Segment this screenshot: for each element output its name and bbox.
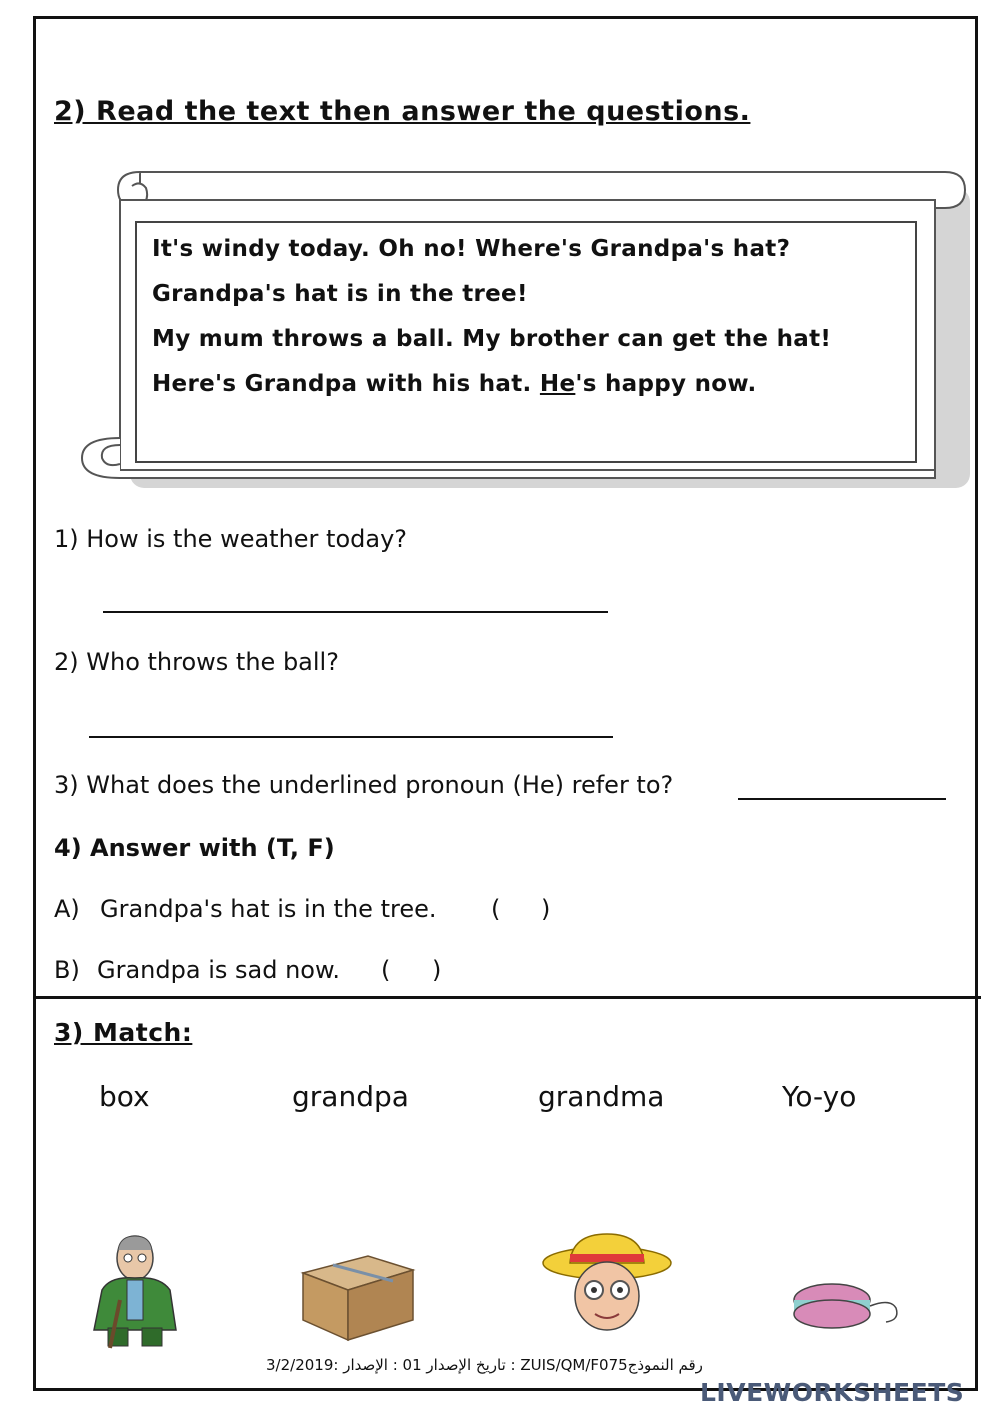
match-word-grandma[interactable]: grandma bbox=[538, 1080, 665, 1113]
statement-a-paren-open: ( bbox=[491, 895, 501, 923]
question-3: 3) What does the underlined pronoun (He) refer to? bbox=[54, 771, 674, 799]
story-line-1: It's windy today. Oh no! Where's Grandpa's hat? bbox=[152, 236, 791, 262]
section-heading-read: 2) Read the text then answer the questions. bbox=[54, 96, 751, 127]
answer-line-2[interactable] bbox=[89, 736, 613, 738]
question-4-heading: 4) Answer with (T, F) bbox=[54, 834, 335, 862]
story-line-3: My mum throws a ball. My brother can get the hat! bbox=[152, 326, 832, 352]
yoyo-picture[interactable] bbox=[790, 1278, 905, 1338]
statement-a-paren-close: ) bbox=[541, 895, 551, 923]
story-line-4-pre: Here's Grandpa with his hat. bbox=[152, 371, 540, 397]
answer-line-1[interactable] bbox=[103, 611, 608, 613]
grandma-picture[interactable] bbox=[540, 1228, 675, 1338]
section-divider bbox=[33, 996, 981, 999]
story-line-4-post: 's happy now. bbox=[575, 371, 757, 397]
story-line-2: Grandpa's hat is in the tree! bbox=[152, 281, 528, 307]
statement-a-label: A) bbox=[54, 895, 80, 923]
match-word-yoyo[interactable]: Yo-yo bbox=[782, 1080, 857, 1113]
box-picture[interactable] bbox=[298, 1248, 418, 1343]
match-word-grandpa[interactable]: grandpa bbox=[292, 1080, 409, 1113]
liveworksheets-watermark: LIVEWORKSHEETS bbox=[700, 1378, 965, 1407]
form-footer: 3/2/2019: تاريخ الإصدار 01 : الإصدار : ZUIS/QM/F075رقم النموذج bbox=[266, 1356, 703, 1374]
statement-a-answer-box[interactable] bbox=[507, 893, 537, 923]
grandpa-picture[interactable] bbox=[80, 1230, 190, 1350]
story-line-4 bbox=[152, 371, 757, 397]
section-heading-match: 3) Match: bbox=[54, 1018, 193, 1047]
match-word-box[interactable]: box bbox=[99, 1080, 150, 1113]
question-2: 2) Who throws the ball? bbox=[54, 648, 339, 676]
statement-b-answer-box[interactable] bbox=[397, 954, 427, 984]
question-1: 1) How is the weather today? bbox=[54, 525, 408, 553]
statement-b-label: B) bbox=[54, 956, 80, 984]
underlined-pronoun: He bbox=[539, 371, 576, 397]
statement-b-paren-open: ( bbox=[381, 956, 391, 984]
answer-line-3[interactable] bbox=[738, 798, 946, 800]
statement-b: Grandpa is sad now. bbox=[97, 956, 341, 984]
statement-b-paren-close: ) bbox=[432, 956, 442, 984]
statement-a: Grandpa's hat is in the tree. bbox=[100, 895, 437, 923]
